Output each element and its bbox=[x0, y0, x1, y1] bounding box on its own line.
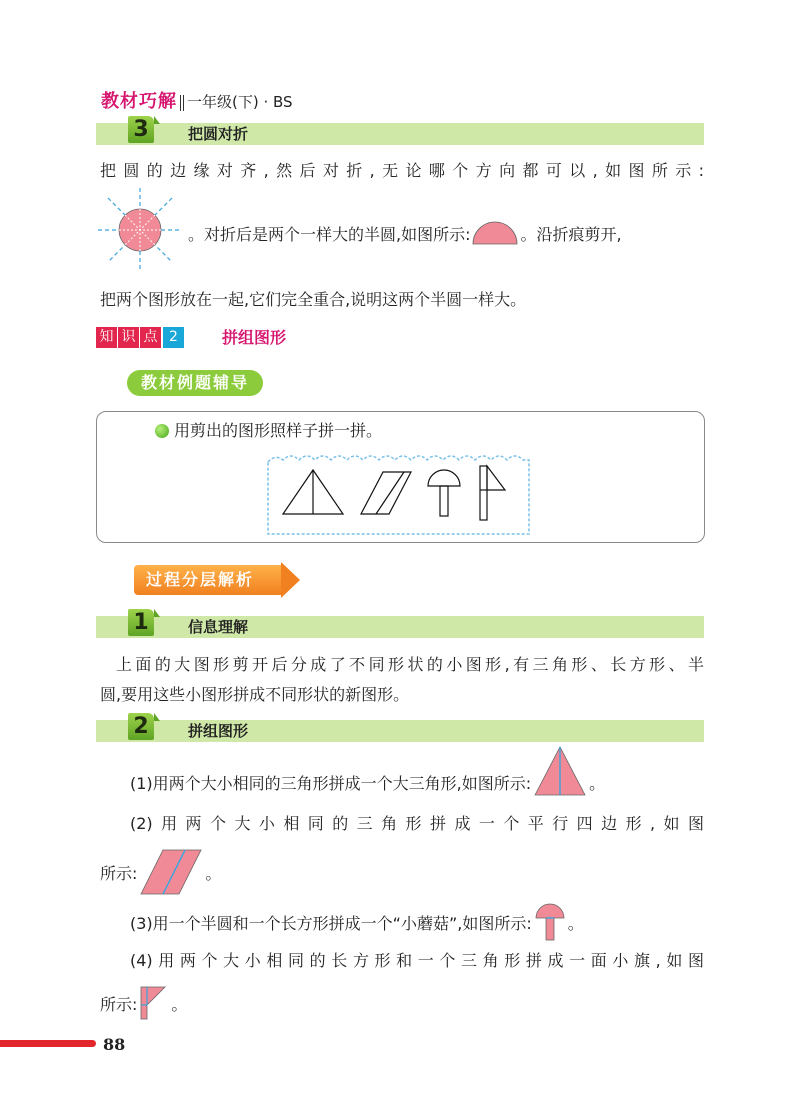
mushroom-figure bbox=[534, 902, 566, 942]
knowledge-point-label bbox=[96, 327, 185, 348]
item3-text: (3)用一个半圆和一个长方形拼成一个“小蘑菇”,如图所示: bbox=[130, 913, 532, 933]
parallelogram-figure bbox=[139, 848, 203, 896]
fold-text-a: 。对折后是两个一样大的半圆,如图所示: bbox=[188, 224, 471, 244]
step2-item2-line1: (2)用两个大小相同的三角形拼成一个平行四边形,如图 bbox=[130, 814, 704, 833]
kp-char-1: 知 bbox=[96, 327, 117, 348]
knowledge-point-title: 拼组图形 bbox=[222, 328, 287, 347]
kp-char-3: 点 bbox=[140, 327, 161, 348]
step2-item3 bbox=[130, 902, 710, 942]
step1-line2: 圆,要用这些小图形拼成不同形状的新图形。 bbox=[100, 685, 410, 704]
item4-text: 所示: bbox=[100, 994, 138, 1014]
step2-bar bbox=[96, 714, 704, 742]
kp-char-2: 识 bbox=[118, 327, 139, 348]
fold-text-b: 。沿折痕剪开, bbox=[520, 224, 622, 244]
item1-end: 。 bbox=[589, 773, 606, 793]
footer-red-bar bbox=[0, 1040, 96, 1047]
section-title: 把圆对折 bbox=[188, 125, 249, 143]
flag-figure bbox=[139, 985, 169, 1021]
running-header bbox=[101, 91, 293, 113]
item2-text: 所示: bbox=[100, 863, 138, 883]
fold-paragraph-line3: 把两个图形放在一起,它们完全重合,说明这两个半圆一样大。 bbox=[100, 290, 527, 309]
step-number-badge: 1 bbox=[128, 609, 154, 636]
analysis-tag-label: 过程分层解析 bbox=[146, 570, 255, 589]
example-tag: 教材例题辅导 bbox=[127, 370, 263, 396]
step2-item1 bbox=[130, 767, 710, 797]
book-brand: 教材巧解 bbox=[101, 91, 177, 112]
item4-end: 。 bbox=[171, 994, 188, 1014]
step2-item4-line2 bbox=[100, 985, 704, 1021]
header-divider bbox=[180, 95, 184, 111]
semicircle-figure bbox=[472, 221, 518, 245]
step2-item2-line2 bbox=[100, 848, 704, 896]
bullet-dot-icon bbox=[155, 424, 169, 438]
item1-text: (1)用两个大小相同的三角形拼成一个大三角形,如图所示: bbox=[130, 773, 532, 793]
step-title: 拼组图形 bbox=[188, 722, 249, 740]
fold-paragraph-line2 bbox=[188, 221, 708, 245]
section-fold-bar bbox=[96, 117, 704, 145]
shapes-card-figure bbox=[265, 446, 533, 536]
step1-line1: 上面的大图形剪开后分成了不同形状的小图形,有三角形、长方形、半 bbox=[116, 655, 704, 674]
folded-circle-figure bbox=[96, 186, 184, 274]
page-number: 88 bbox=[103, 1035, 126, 1054]
book-subtitle: 一年级(下) · BS bbox=[187, 93, 293, 111]
big-triangle-figure bbox=[533, 745, 587, 797]
item3-end: 。 bbox=[567, 913, 584, 933]
step-number-badge: 2 bbox=[128, 713, 154, 740]
step2-item4-line1: (4)用两个大小相同的长方形和一个三角形拼成一面小旗,如图 bbox=[130, 951, 704, 970]
fold-paragraph-line1: 把圆的边缘对齐,然后对折,无论哪个方向都可以,如图所示: bbox=[100, 161, 704, 180]
analysis-tag bbox=[134, 565, 300, 595]
step-number-badge: 3 bbox=[128, 116, 154, 143]
step1-bar bbox=[96, 610, 704, 638]
item2-end: 。 bbox=[205, 863, 222, 883]
kp-number: 2 bbox=[163, 327, 184, 348]
step-title: 信息理解 bbox=[188, 618, 249, 636]
example-prompt: 用剪出的图形照样子拼一拼。 bbox=[174, 421, 383, 440]
